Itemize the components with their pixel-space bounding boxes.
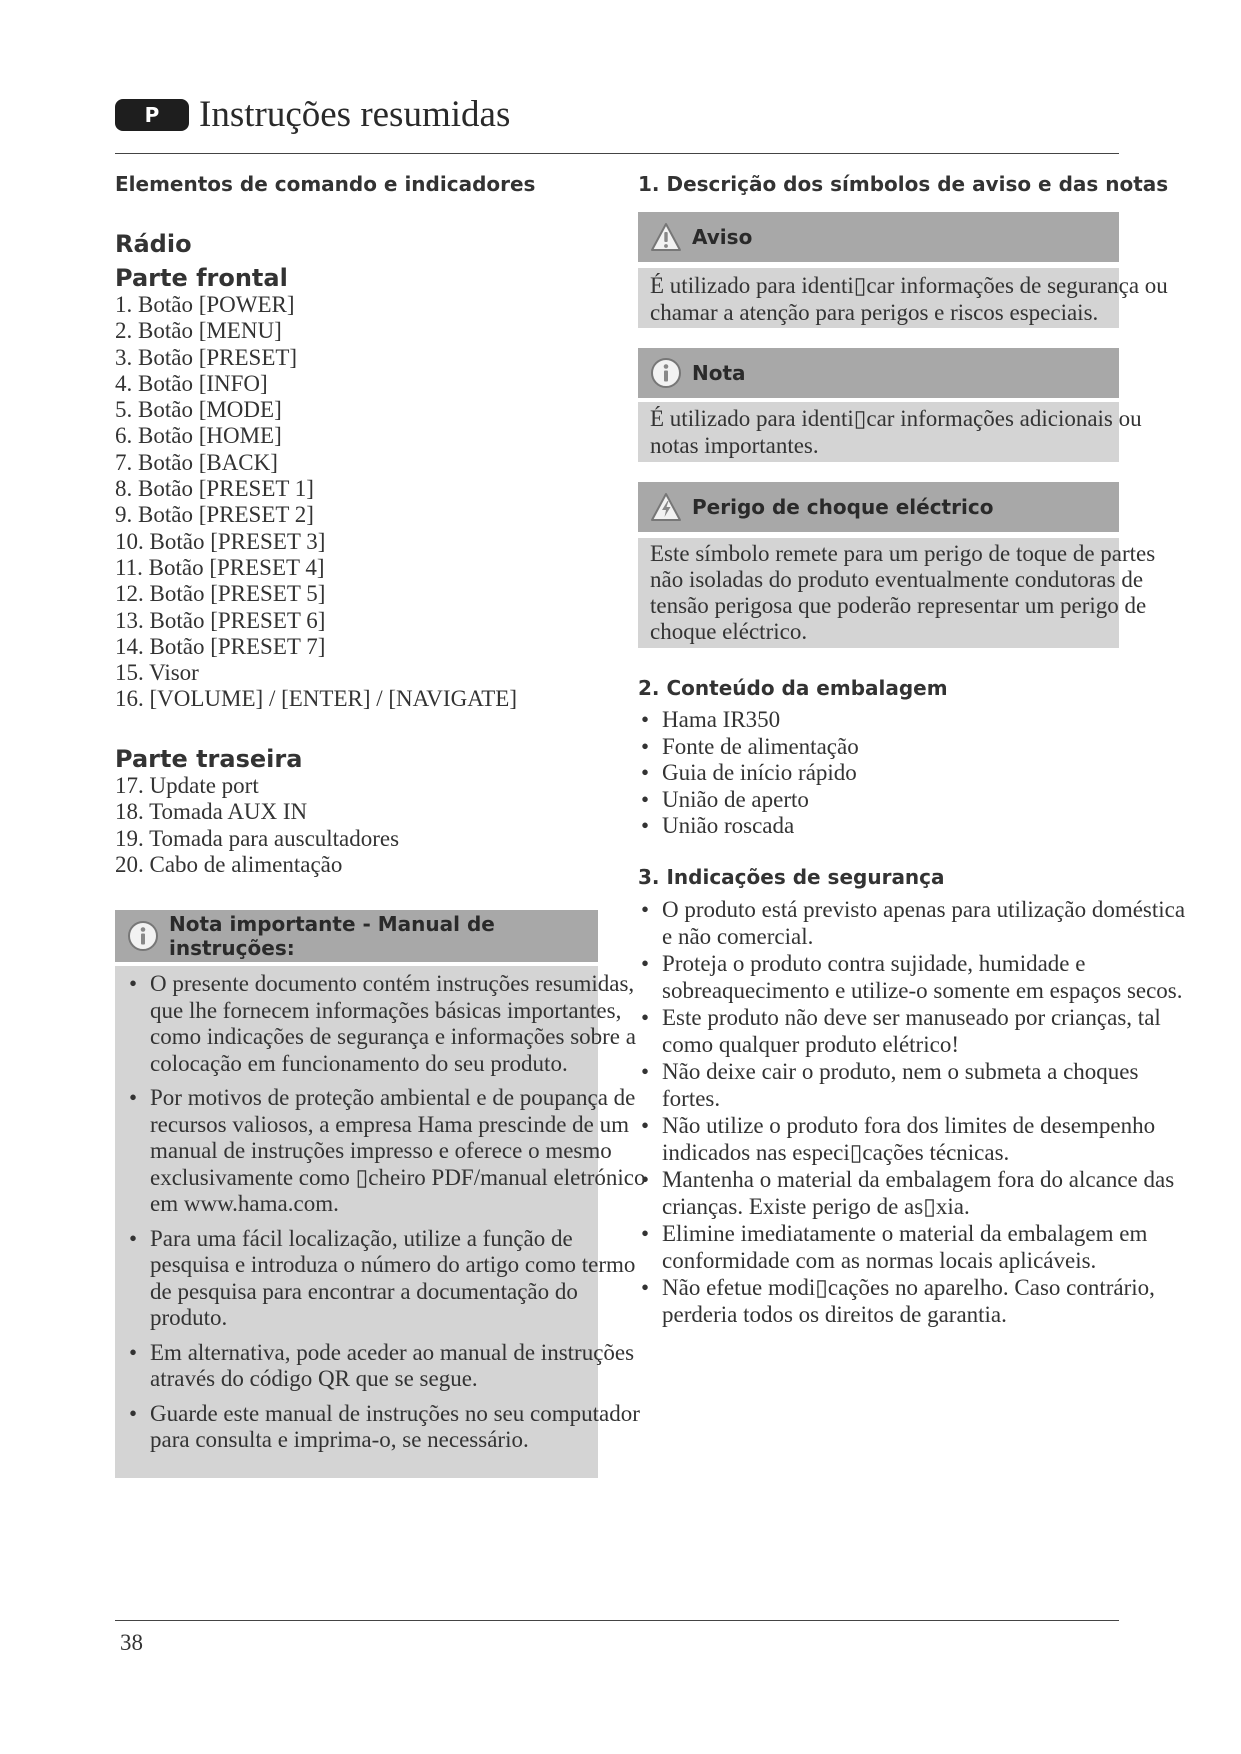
list-item: 18. Tomada AUX IN [115,799,308,825]
list-item: 12. Botão [PRESET 5] [115,581,326,607]
list-item: • Proteja o produto contra sujidade, humidade e sobreaquecimento e utilize-o somente em espaços secos. [638,951,1193,1004]
list-item: • Elimine imediatamente o material da embalagem em conformidade com as normas locais aplicáveis. [638,1221,1193,1274]
list-item: • Em alternativa, pode aceder ao manual de instruções através do código QR que se segue. [126,1340,656,1393]
list-item: 5. Botão [MODE] [115,397,282,423]
list-item: • O produto está previsto apenas para utilização doméstica e não comercial. [638,897,1193,950]
list-item: • Para uma fácil localização, utilize a função de pesquisa e introduza o número do artigo como termo de pesquisa para encontrar a documentação do produto. [126,1226,656,1332]
list-item: 2. Botão [MENU] [115,318,282,344]
page-title: Instruções resumidas [199,94,511,135]
list-item: • Guia de início rápido [638,760,1158,787]
list-item: • Este produto não deve ser manuseado por crianças, tal como qualquer produto elétrico! [638,1005,1193,1058]
symbols-section-title: 1. Descrição dos símbolos de aviso e das notas [638,172,1169,196]
warning-text: É utilizado para identi▯car informações de segurança ou chamar a atenção para perigos e riscos especiais. [650,273,1168,325]
important-note-list [126,971,656,1462]
list-item: • Por motivos de proteção ambiental e de poupança de recursos valiosos, a empresa Hama prescinde de um manual de instruções impresso e oferece o mesmo exclusivamente como ▯cheiro PDF/manual eletrónico em www.hama.com. [126,1085,656,1218]
list-item: 13. Botão [PRESET 6] [115,607,326,633]
list-item: 8. Botão [PRESET 1] [115,476,314,502]
list-item: 14. Botão [PRESET 7] [115,633,326,659]
front-controls-list [115,292,517,713]
note-text: É utilizado para identi▯car informações adicionais ou notas importantes. [650,406,1142,458]
shock-header [638,482,1119,532]
controls-section-title: Elementos de comando e indicadores [115,172,536,196]
list-item: • Não efetue modi▯cações no aparelho. Caso contrário, perderia todos os direitos de garantia. [638,1275,1193,1328]
list-item: • Mantenha o material da embalagem fora do alcance das crianças. Existe perigo de as▯xia. [638,1167,1193,1220]
shock-text: Este símbolo remete para um perigo de toque de partes não isoladas do produto eventualmente condutoras de tensão perigosa que poderão representar um perigo de choque eléctrico. [650,541,1156,644]
safety-list [638,897,1193,1329]
package-title: 2. Conteúdo da embalagem [638,676,948,700]
note-label: Nota [692,361,746,385]
list-item: 7. Botão [BACK] [115,449,278,475]
list-item: • Guarde este manual de instruções no seu computador para consulta e imprima-o, se necessário. [126,1401,656,1454]
list-item: • União de aperto [638,787,1158,814]
page-number: 38 [120,1630,143,1655]
list-item: 19. Tomada para auscultadores [115,825,400,851]
warning-header [638,212,1119,262]
list-item: 11. Botão [PRESET 4] [115,554,325,580]
list-item: 10. Botão [PRESET 3] [115,528,326,554]
list-item: 3. Botão [PRESET] [115,344,298,370]
safety-title: 3. Indicações de segurança [638,865,945,889]
info-icon [127,920,159,952]
list-item: • Hama IR350 [638,707,1158,734]
rear-title: Parte traseira [115,745,303,773]
header-rule [115,153,1119,154]
list-item: 20. Cabo de alimentação [115,851,343,877]
list-item: 17. Update port [115,773,259,798]
radio-title: Rádio [115,230,192,258]
list-item: 15. Visor [115,660,199,686]
list-item: 6. Botão [HOME] [115,423,282,449]
shock-label: Perigo de choque eléctrico [692,495,994,519]
note-header [638,348,1119,398]
list-item: • União roscada [638,813,1158,840]
front-title: Parte frontal [115,264,288,292]
list-item: • Não utilize o produto fora dos limites de desempenho indicados nas especi▯cações técnicas. [638,1113,1193,1166]
warning-triangle-icon [650,221,682,253]
list-item: • O presente documento contém instruções resumidas, que lhe fornecem informações básicas importantes, como indicações de segurança e informações sobre a colocação em funcionamento do seu produto. [126,971,656,1077]
list-item: 16. [VOLUME] / [ENTER] / [NAVIGATE] [115,686,518,712]
language-badge: P [115,99,189,131]
list-item: 1. Botão [POWER] [115,292,295,317]
rear-controls-list [115,773,399,878]
list-item: • Não deixe cair o produto, nem o submeta a choques fortes. [638,1059,1193,1112]
list-item: 4. Botão [INFO] [115,370,268,396]
footer-rule [115,1620,1119,1621]
list-item: • Fonte de alimentação [638,734,1158,761]
info-icon [650,357,682,389]
electric-shock-icon [650,491,682,523]
important-note-header [115,910,598,962]
important-note-title: Nota importante - Manual de instruções: [169,912,495,960]
package-list [638,707,1158,840]
warning-label: Aviso [692,225,753,249]
list-item: 9. Botão [PRESET 2] [115,502,314,528]
